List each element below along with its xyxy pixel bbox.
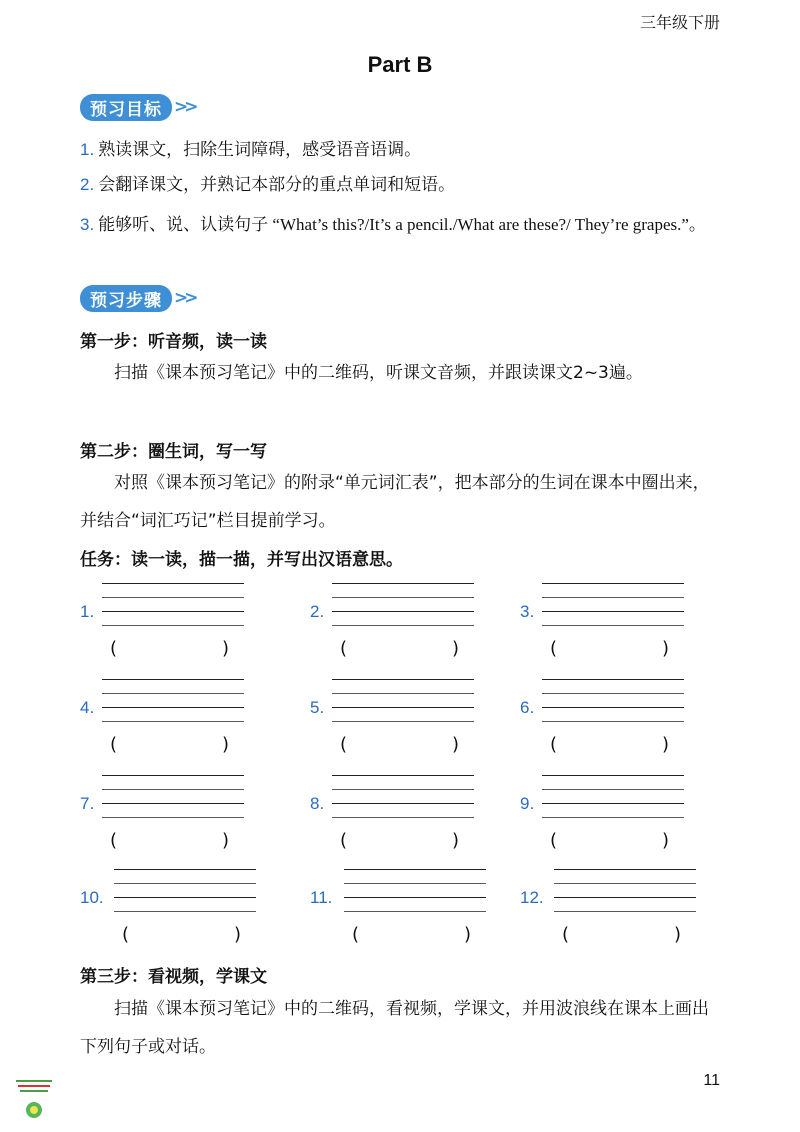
writing-line[interactable] <box>542 789 684 790</box>
answer-paren-open: ( <box>340 830 348 851</box>
writing-line[interactable] <box>542 721 684 722</box>
answer-paren-close: ) <box>662 638 670 659</box>
meaning-answer-slot[interactable] <box>356 734 446 756</box>
meaning-answer-slot[interactable] <box>368 924 458 946</box>
writing-line[interactable] <box>102 789 244 790</box>
vocab-blank-cell <box>80 580 260 670</box>
writing-line[interactable] <box>542 803 684 804</box>
writing-line[interactable] <box>102 611 244 612</box>
writing-line[interactable] <box>332 707 474 708</box>
step1-heading: 第一步：听音频，读一读 <box>80 332 267 352</box>
writing-line[interactable] <box>332 625 474 626</box>
writing-line[interactable] <box>102 583 244 584</box>
writing-line[interactable] <box>344 911 486 912</box>
blank-number: 4. <box>80 698 95 717</box>
vocab-blank-cell <box>80 772 260 862</box>
blank-number: 12. <box>520 888 544 907</box>
writing-line[interactable] <box>542 775 684 776</box>
step2-text: 对照《课本预习笔记》的附录“单元词汇表”，把本部分的生词在课本中圈出来，并结合“词汇巧记”栏目提前学习。 <box>80 473 710 531</box>
answer-paren-open: ( <box>550 638 558 659</box>
vocab-blank-cell <box>310 580 490 670</box>
vocab-blank-cell <box>520 580 700 670</box>
meaning-answer-slot[interactable] <box>566 830 656 852</box>
writing-line[interactable] <box>114 897 256 898</box>
answer-paren-open: ( <box>562 924 570 945</box>
writing-line[interactable] <box>332 583 474 584</box>
writing-line[interactable] <box>554 911 696 912</box>
answer-paren-open: ( <box>550 734 558 755</box>
writing-line[interactable] <box>332 803 474 804</box>
meaning-answer-slot[interactable] <box>566 638 656 660</box>
writing-line[interactable] <box>102 597 244 598</box>
section-badge-steps <box>80 285 195 311</box>
answer-paren-open: ( <box>352 924 360 945</box>
writing-line[interactable] <box>102 693 244 694</box>
writing-line[interactable] <box>102 721 244 722</box>
writing-line[interactable] <box>114 883 256 884</box>
blank-number: 7. <box>80 794 95 813</box>
vocab-blank-cell <box>520 772 700 862</box>
blank-number: 11. <box>310 888 333 907</box>
writing-line[interactable] <box>554 883 696 884</box>
goal-text: 能够听、说、认读句子 “What’s this?/It’s a pencil./What are these?/ They’re grapes.”。 <box>98 215 706 234</box>
writing-line[interactable] <box>332 789 474 790</box>
answer-paren-close: ) <box>662 734 670 755</box>
writing-line[interactable] <box>102 679 244 680</box>
blank-number: 6. <box>520 698 535 717</box>
meaning-answer-slot[interactable] <box>356 638 446 660</box>
blank-number: 8. <box>310 794 325 813</box>
writing-line[interactable] <box>332 721 474 722</box>
blank-number: 10. <box>80 888 104 907</box>
meaning-answer-slot[interactable] <box>138 924 228 946</box>
meaning-answer-slot[interactable] <box>566 734 656 756</box>
answer-paren-close: ) <box>452 830 460 851</box>
task-heading: 任务：读一读，描一描，并写出汉语意思。 <box>80 550 403 570</box>
answer-paren-close: ) <box>222 638 230 659</box>
blank-number: 9. <box>520 794 535 813</box>
answer-paren-close: ) <box>452 638 460 659</box>
vocab-blank-cell <box>310 676 490 766</box>
section-badge-goals <box>80 94 195 120</box>
writing-line[interactable] <box>542 707 684 708</box>
meaning-answer-slot[interactable] <box>126 638 216 660</box>
step3-heading: 第三步：看视频，学课文 <box>80 967 267 987</box>
writing-line[interactable] <box>102 803 244 804</box>
answer-paren-open: ( <box>110 830 118 851</box>
writing-line[interactable] <box>344 897 486 898</box>
answer-paren-close: ) <box>222 830 230 851</box>
goal-number: 3. <box>80 215 95 234</box>
writing-line[interactable] <box>332 817 474 818</box>
double-chevron-icon: >> <box>174 288 195 308</box>
badge-label: 预习目标 <box>80 94 172 121</box>
goal-text: 会翻译课文，并熟记本部分的重点单词和短语。 <box>98 175 456 195</box>
badge-label: 预习步骤 <box>80 285 172 312</box>
blank-number: 5. <box>310 698 325 717</box>
writing-line[interactable] <box>542 597 684 598</box>
answer-paren-close: ) <box>464 924 472 945</box>
writing-line[interactable] <box>102 707 244 708</box>
answer-paren-close: ) <box>674 924 682 945</box>
publisher-logo-icon <box>14 1078 54 1124</box>
writing-line[interactable] <box>114 869 256 870</box>
goal-text: 熟读课文，扫除生词障碍，感受语音语调。 <box>98 140 422 160</box>
writing-line[interactable] <box>542 817 684 818</box>
writing-line[interactable] <box>542 679 684 680</box>
vocab-blank-cell <box>310 866 490 956</box>
goal-number: 2. <box>80 175 95 194</box>
writing-line[interactable] <box>554 897 696 898</box>
grade-label: 三年级下册 <box>639 13 720 32</box>
writing-line[interactable] <box>114 911 256 912</box>
writing-line[interactable] <box>542 611 684 612</box>
vocab-blank-cell <box>80 866 260 956</box>
vocab-blank-cell <box>80 676 260 766</box>
blank-number: 1. <box>80 602 95 621</box>
writing-line[interactable] <box>332 775 474 776</box>
goal-item-3 <box>80 206 730 244</box>
page-number: 11 <box>703 1072 720 1089</box>
writing-line[interactable] <box>344 883 486 884</box>
answer-paren-close: ) <box>662 830 670 851</box>
meaning-answer-slot[interactable] <box>126 830 216 852</box>
page-title: Part B <box>367 52 433 77</box>
answer-paren-open: ( <box>550 830 558 851</box>
answer-paren-close: ) <box>222 734 230 755</box>
answer-paren-close: ) <box>234 924 242 945</box>
answer-paren-open: ( <box>110 638 118 659</box>
meaning-answer-slot[interactable] <box>126 734 216 756</box>
blank-number: 3. <box>520 602 535 621</box>
goal-item-2 <box>80 171 730 199</box>
answer-paren-open: ( <box>340 638 348 659</box>
vocab-blank-cell <box>520 676 700 766</box>
writing-line[interactable] <box>554 869 696 870</box>
writing-line[interactable] <box>102 775 244 776</box>
step3-text: 扫描《课本预习笔记》中的二维码，看视频，学课文，并用波浪线在课本上画出下列句子或对话。 <box>80 999 709 1057</box>
blank-number: 2. <box>310 602 325 621</box>
writing-line[interactable] <box>332 611 474 612</box>
answer-paren-open: ( <box>122 924 130 945</box>
writing-line[interactable] <box>332 597 474 598</box>
double-chevron-icon: >> <box>174 97 195 117</box>
writing-line[interactable] <box>542 583 684 584</box>
writing-line[interactable] <box>332 679 474 680</box>
answer-paren-open: ( <box>340 734 348 755</box>
writing-line[interactable] <box>102 625 244 626</box>
answer-paren-close: ) <box>452 734 460 755</box>
writing-line[interactable] <box>102 817 244 818</box>
writing-line[interactable] <box>332 693 474 694</box>
writing-line[interactable] <box>542 625 684 626</box>
step1-text: 扫描《课本预习笔记》中的二维码，听课文音频，并跟读课文2~3遍。 <box>114 363 643 383</box>
writing-line[interactable] <box>542 693 684 694</box>
meaning-answer-slot[interactable] <box>356 830 446 852</box>
vocab-blank-cell <box>520 866 700 956</box>
goal-number: 1. <box>80 140 95 159</box>
step2-heading: 第二步：圈生词，写一写 <box>80 442 267 462</box>
goal-item-1 <box>80 136 730 164</box>
vocab-blank-cell <box>310 772 490 862</box>
meaning-answer-slot[interactable] <box>578 924 668 946</box>
answer-paren-open: ( <box>110 734 118 755</box>
writing-line[interactable] <box>344 869 486 870</box>
